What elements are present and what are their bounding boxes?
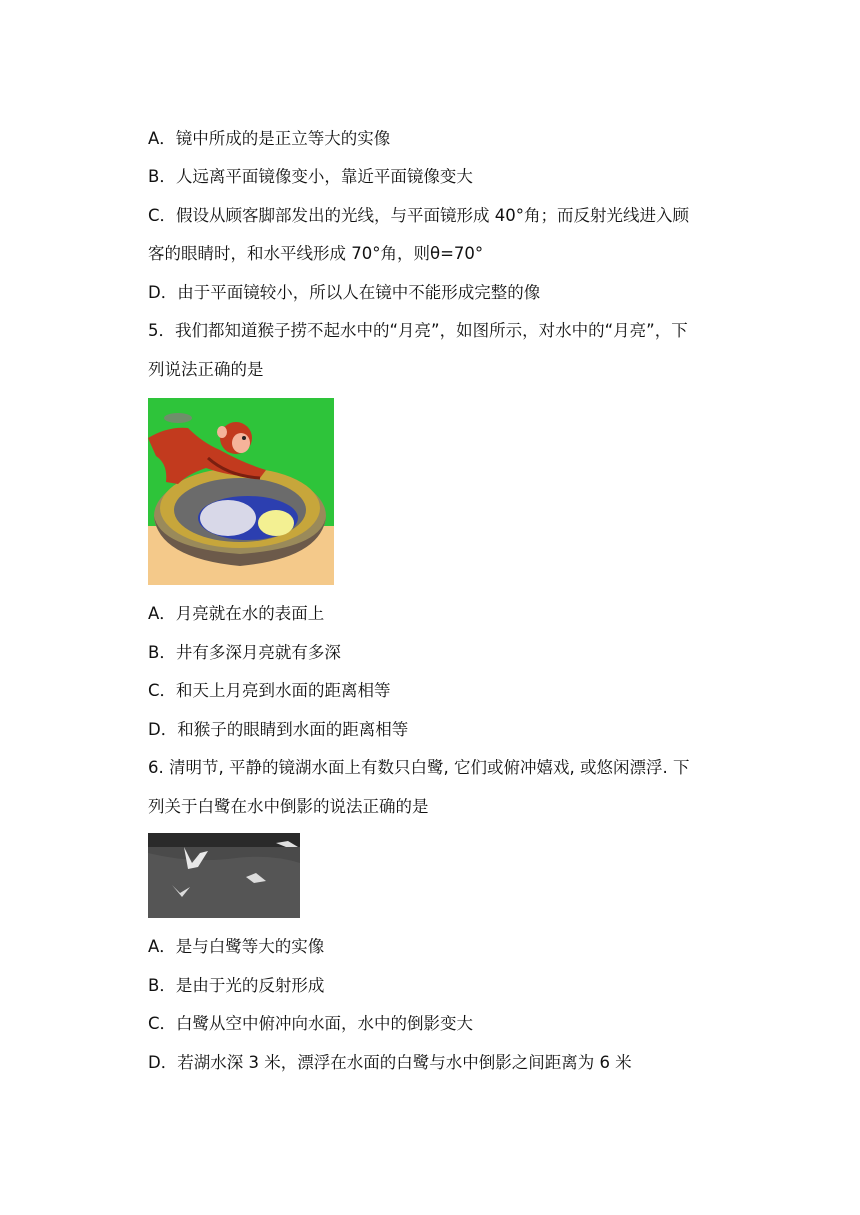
q5-stem-line2: 列说法正确的是 bbox=[148, 360, 264, 379]
q6-stem-line2: 列关于白鹭在水中倒影的说法正确的是 bbox=[148, 797, 429, 816]
q4-option-c-line2: 客的眼睛时，和水平线形成 70°角，则θ=70° bbox=[148, 244, 484, 263]
q5-option-b: B．井有多深月亮就有多深 bbox=[148, 643, 341, 662]
q4-option-b: B．人远离平面镜像变小，靠近平面镜像变大 bbox=[148, 167, 473, 186]
q6-option-c: C．白鹭从空中俯冲向水面，水中的倒影变大 bbox=[148, 1014, 474, 1033]
q5-stem-line1: 5．我们都知道猴子捞不起水中的“月亮”，如图所示，对水中的“月亮”，下 bbox=[148, 321, 688, 340]
q5-option-c: C．和天上月亮到水面的距离相等 bbox=[148, 681, 391, 700]
q6-option-a: A．是与白鹭等大的实像 bbox=[148, 937, 325, 956]
q4-option-c-line1: C．假设从顾客脚部发出的光线，与平面镜形成 40°角；而反射光线进入顾 bbox=[148, 206, 690, 225]
q4-option-d: D．由于平面镜较小，所以人在镜中不能形成完整的像 bbox=[148, 283, 541, 302]
monkey-well-image bbox=[148, 398, 334, 585]
q5-option-d: D．和猴子的眼睛到水面的距离相等 bbox=[148, 720, 409, 739]
q5-option-a: A．月亮就在水的表面上 bbox=[148, 604, 325, 623]
q6-option-d: D．若湖水深 3 米，漂浮在水面的白鹭与水中倒影之间距离为 6 米 bbox=[148, 1053, 632, 1072]
q6-option-b: B．是由于光的反射形成 bbox=[148, 976, 325, 995]
q6-stem-line1: 6. 清明节, 平静的镜湖水面上有数只白鹭, 它们或俯冲嬉戏, 或悠闲漂浮. 下 bbox=[148, 758, 690, 777]
egrets-photo bbox=[148, 833, 300, 918]
q4-option-a: A．镜中所成的是正立等大的实像 bbox=[148, 129, 391, 148]
